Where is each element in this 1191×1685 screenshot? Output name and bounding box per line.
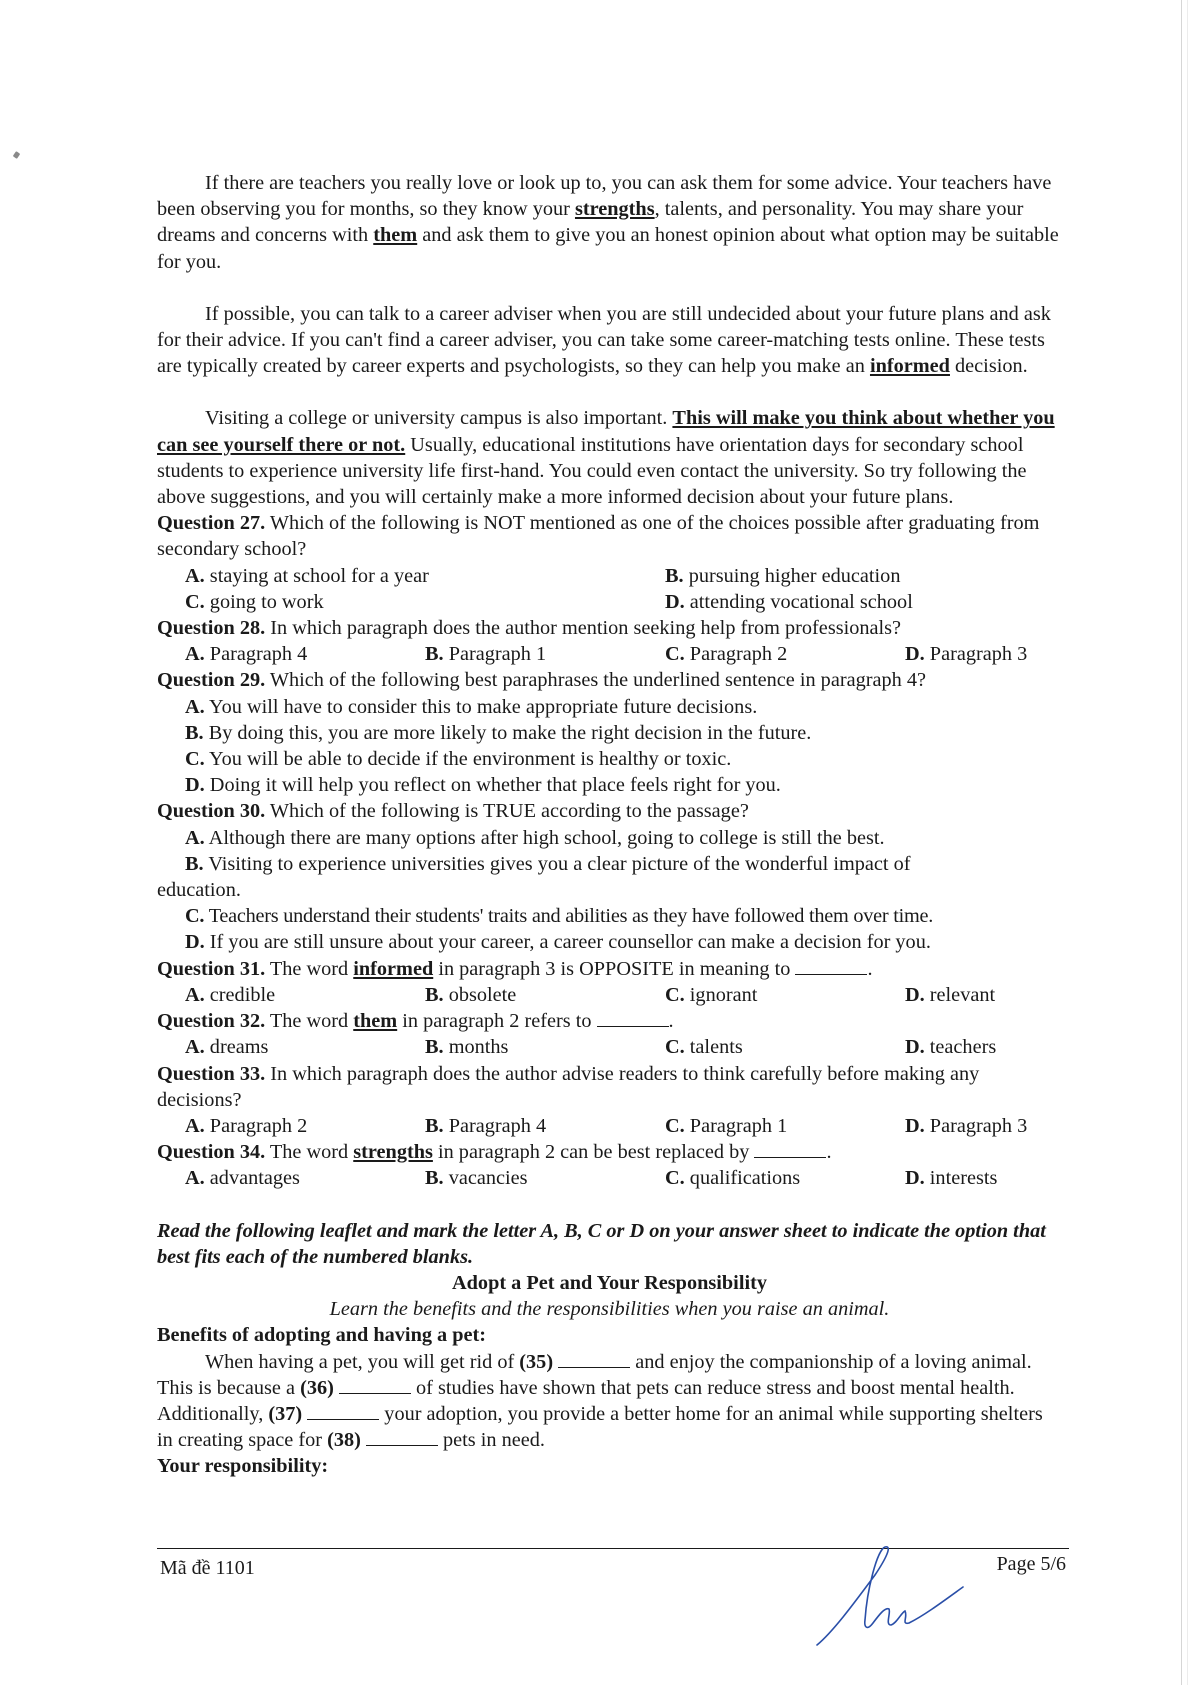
option-d[interactable]: D. interests [905, 1167, 998, 1190]
option-a[interactable]: A. Paragraph 4 [185, 643, 308, 666]
option-a[interactable]: A. Although there are many options after high school, going to college is still the best. [185, 826, 885, 849]
option-a[interactable]: A. dreams [185, 1036, 269, 1059]
blank-number-35: (35) [519, 1350, 554, 1373]
option-b[interactable]: B. Paragraph 4 [425, 1114, 547, 1137]
text: decision. [949, 355, 1028, 378]
option-b[interactable]: B. vacancies [425, 1167, 528, 1190]
options-row [157, 1113, 1062, 1139]
question-32: Question 32. The word them in paragraph 2 refers to . [157, 1010, 674, 1033]
question-34: Question 34. The word strengths in paragraph 2 can be best replaced by . [157, 1141, 832, 1164]
option-c[interactable]: C. going to work [185, 590, 324, 613]
option-c[interactable]: C. Teachers understand their students' traits and abilities as they have followed them over time. [185, 905, 934, 928]
option-d[interactable]: D. If you are still unsure about your career, a career counsellor can make a decision for you. [185, 931, 931, 954]
option-b[interactable]: B. Paragraph 1 [425, 643, 547, 666]
option-c[interactable]: C. qualifications [665, 1167, 801, 1190]
question-33 [157, 1061, 1062, 1113]
underlined-word: strengths [353, 1141, 433, 1164]
blank-number-36: (36) [300, 1376, 334, 1399]
paragraph-2 [157, 170, 1062, 275]
handwritten-signature [805, 1535, 965, 1655]
question-label: Question 29. [157, 669, 266, 692]
question-31: Question 31. The word informed in paragraph 3 is OPPOSITE in meaning to . [157, 957, 873, 980]
section-instruction: Read the following leaflet and mark the letter A, B, C or D on your answer sheet to indicate the option that best fits each of the numbered blanks. [157, 1219, 1046, 1268]
options-row [157, 563, 1062, 589]
options-row [157, 982, 1062, 1008]
option-b[interactable]: B. obsolete [425, 983, 517, 1006]
question-label: Question 32. [157, 1010, 266, 1033]
option-a[interactable]: A. credible [185, 983, 276, 1006]
leaflet-subtitle: Learn the benefits and the responsibilities when you raise an animal. [329, 1298, 890, 1321]
answer-blank-36 [339, 1375, 411, 1394]
options-row [157, 1034, 1062, 1060]
question-label: Question 31. [157, 957, 266, 980]
option-d[interactable]: D. Paragraph 3 [905, 1114, 1028, 1137]
scan-speck [13, 151, 21, 159]
options-row [157, 589, 1062, 615]
question-28 [157, 615, 1062, 641]
option-b[interactable]: B. pursuing higher education [665, 564, 901, 587]
scan-edge [1187, 0, 1188, 1685]
underlined-word: informed [353, 957, 434, 980]
option-d[interactable]: D. relevant [905, 983, 996, 1006]
option-c[interactable]: C. Paragraph 1 [665, 1114, 788, 1137]
answer-blank [754, 1139, 826, 1158]
benefits-heading: Benefits of adopting and having a pet: [157, 1324, 487, 1347]
underlined-word-them: them [373, 224, 418, 247]
option-d[interactable]: D. Paragraph 3 [905, 643, 1028, 666]
question-text: Which of the following is TRUE according to the passage? [265, 800, 749, 823]
question-label: Question 28. [157, 617, 266, 640]
underlined-word-informed: informed [869, 355, 950, 378]
responsibility-heading: Your responsibility: [157, 1455, 329, 1478]
answer-blank-37 [307, 1401, 379, 1420]
question-text: In which paragraph does the author advise readers to think carefully before making any decisions? [157, 1062, 980, 1111]
option-b[interactable]: B. By doing this, you are more likely to make the right decision in the future. [185, 721, 812, 744]
question-label: Question 33. [157, 1062, 266, 1085]
option-b[interactable]: B. Visiting to experience universities gives you a clear picture of the wonderful impact of [185, 852, 911, 875]
text: If there are teachers you really love or look up to, you can ask them for some advice. Your teachers have been observing you for months, so they know your [157, 172, 1052, 221]
answer-blank-35 [558, 1349, 630, 1368]
question-29 [157, 667, 1062, 693]
question-text: Which of the following best paraphrases the underlined sentence in paragraph 4? [265, 669, 926, 692]
option-d[interactable]: D. teachers [905, 1036, 997, 1059]
underlined-sentence: This will make you think about whether you can see yourself there or not. [157, 407, 1055, 456]
question-text: In which paragraph does the author mention seeking help from professionals? [265, 617, 902, 640]
option-a[interactable]: A. You will have to consider this to make appropriate future decisions. [185, 695, 758, 718]
blank-number-38: (38) [327, 1429, 361, 1452]
page-number: Page 5/6 [996, 1553, 1066, 1575]
question-label: Question 27. [157, 512, 266, 535]
answer-blank [597, 1008, 669, 1027]
paragraph-4 [157, 405, 1062, 510]
question-label: Question 34. [157, 1141, 266, 1164]
leaflet-title: Adopt a Pet and Your Responsibility [452, 1271, 767, 1294]
question-30 [157, 798, 1062, 824]
paragraph-3 [157, 301, 1062, 380]
blank-number-37: (37) [268, 1402, 303, 1425]
option-b-continued: education. [157, 879, 241, 902]
answer-blank [795, 956, 867, 975]
question-text: Which of the following is NOT mentioned as one of the choices possible after graduating from secondary school? [157, 512, 1040, 561]
underlined-word-strengths: strengths [574, 198, 655, 221]
scan-edge [1181, 0, 1182, 1685]
text: If possible, you can talk to a career adviser when you are still undecided about your future plans and ask for their advice. If you can't find a career adviser, you can take some career-matching tests online. These tests are typically created by career experts and psychologists, so they can help you make an [157, 302, 1051, 378]
page-content [157, 170, 1062, 1480]
option-c[interactable]: C. talents [665, 1036, 743, 1059]
option-c[interactable]: C. Paragraph 2 [665, 643, 788, 666]
question-label: Question 30. [157, 800, 266, 823]
text: , talents, and personality. You may share your dreams and concerns with [157, 198, 1024, 247]
exam-code: Mã đề 1101 [160, 1557, 255, 1579]
underlined-word: them [353, 1010, 398, 1033]
option-c[interactable]: C. ignorant [665, 983, 758, 1006]
options-row [157, 641, 1062, 667]
option-b[interactable]: B. months [425, 1036, 509, 1059]
text: Visiting a college or university campus is also important. [205, 407, 673, 430]
answer-blank-38 [366, 1427, 438, 1446]
option-a[interactable]: A. staying at school for a year [185, 564, 429, 587]
question-27 [157, 510, 1062, 562]
option-a[interactable]: A. Paragraph 2 [185, 1114, 308, 1137]
option-d[interactable]: D. attending vocational school [665, 590, 913, 613]
text: and ask them to give you an honest opinion about what option may be suitable for you. [157, 224, 1059, 273]
option-a[interactable]: A. advantages [185, 1167, 300, 1190]
options-row [157, 1165, 1062, 1191]
option-c[interactable]: C. You will be able to decide if the environment is healthy or toxic. [185, 748, 732, 771]
text: Usually, educational institutions have orientation days for secondary school students to experience university life first-hand. You could even contact the university. So try following the above suggestions, and you will certainly make a more informed decision about your future plans. [157, 433, 1027, 509]
leaflet-paragraph: When having a pet, you will get rid of (35) and enjoy the companionship of a loving animal. This is because a (36) of studies have shown that pets can reduce stress and boost mental health. Additionally, (37) your adoption, you provide a better home for an animal while supporting shelters in creating space for (38) pets in need. [157, 1350, 1043, 1452]
option-d[interactable]: D. Doing it will help you reflect on whether that place feels right for you. [185, 774, 781, 797]
